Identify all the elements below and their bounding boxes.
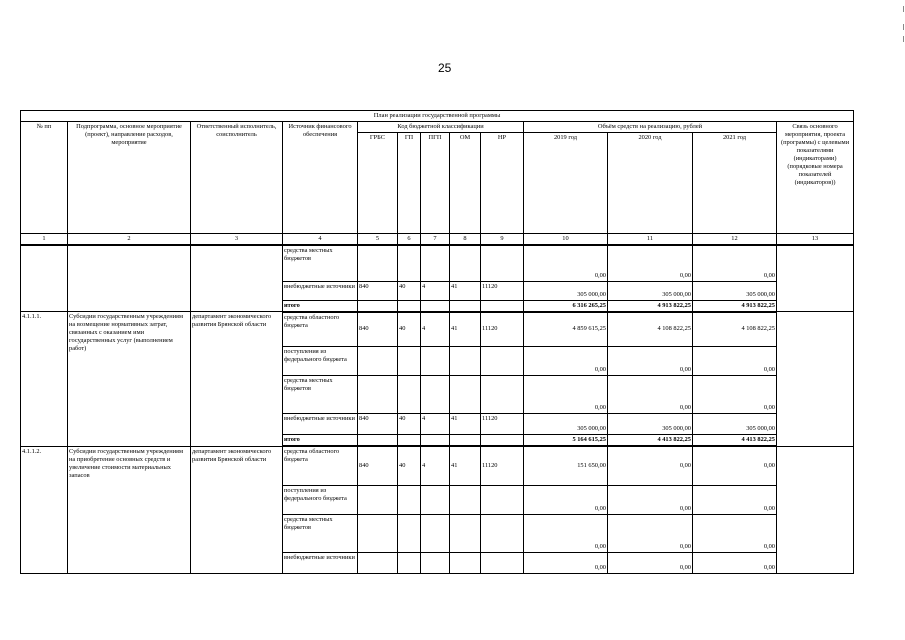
- page-edge-mark: [903, 6, 904, 12]
- total-2019: 5 164 615,25: [524, 435, 608, 447]
- source-cell: внебюджетные источники: [283, 552, 358, 573]
- index-cell: 2: [68, 234, 191, 246]
- grbs-cell: 840: [358, 281, 398, 300]
- value-2019: 0,00: [524, 347, 608, 376]
- pgp-cell: 4: [421, 312, 450, 347]
- om-cell: 41: [450, 446, 481, 485]
- value-2021: 0,00: [693, 514, 777, 552]
- value-2020: 305 000,00: [608, 414, 693, 435]
- header-nr: НР: [481, 133, 524, 234]
- header-program: Подпрограмма, основное мероприятие (проект), направление расходов, мероприятие: [68, 122, 191, 234]
- program-cell: Субсидии государственным учреждениям на приобретение основных средств и увеличение стоимости материальных запасов: [68, 446, 191, 573]
- executor-cell: департамент экономического развития Брянской области: [191, 312, 283, 447]
- value-2020: 0,00: [608, 446, 693, 485]
- source-cell: внебюджетные источники: [283, 281, 358, 300]
- nr-cell: 11120: [481, 281, 524, 300]
- value-2019: 0,00: [524, 376, 608, 414]
- total-2021: 4 413 822,25: [693, 435, 777, 447]
- header-pgp: ПГП: [421, 133, 450, 234]
- gp-cell: 40: [398, 281, 421, 300]
- value-2019: 0,00: [524, 552, 608, 573]
- index-cell: 13: [777, 234, 854, 246]
- value-2021: 0,00: [693, 376, 777, 414]
- value-2021: 305 000,00: [693, 414, 777, 435]
- gp-cell: 40: [398, 414, 421, 435]
- header-om: ОМ: [450, 133, 481, 234]
- header-2020: 2020 год: [608, 133, 693, 234]
- program-cell: Субсидии государственным учреждениям на возмещение нормативных затрат, связанных с оказанием ими государственных услуг (выполнением работ): [68, 312, 191, 447]
- header-executor: Ответственный исполнитель, соисполнитель: [191, 122, 283, 234]
- table-title: План реализации государственной программы: [21, 111, 854, 122]
- page-edge-mark: [903, 24, 904, 30]
- index-cell: 4: [283, 234, 358, 246]
- value-2020: 0,00: [608, 245, 693, 281]
- gp-cell: 40: [398, 312, 421, 347]
- index-cell: 10: [524, 234, 608, 246]
- index-cell: 8: [450, 234, 481, 246]
- om-cell: 41: [450, 281, 481, 300]
- total-2020: 4 913 822,25: [608, 300, 693, 312]
- executor-cell: [191, 245, 283, 312]
- source-cell: средства областного бюджета: [283, 312, 358, 347]
- value-2019: 4 859 615,25: [524, 312, 608, 347]
- program-cell: [68, 245, 191, 312]
- value-2021: 0,00: [693, 552, 777, 573]
- source-cell: средства местных бюджетов: [283, 376, 358, 414]
- value-2021: 0,00: [693, 446, 777, 485]
- source-cell: средства местных бюджетов: [283, 514, 358, 552]
- program-plan-table: [20, 110, 854, 574]
- total-2019: 6 316 265,25: [524, 300, 608, 312]
- num-cell: [21, 245, 68, 312]
- table-row: [21, 312, 854, 347]
- header-2019: 2019 год: [524, 133, 608, 234]
- value-2020: 0,00: [608, 376, 693, 414]
- pgp-cell: 4: [421, 414, 450, 435]
- value-2021: 0,00: [693, 347, 777, 376]
- index-cell: 5: [358, 234, 398, 246]
- table-row: [21, 446, 854, 485]
- value-2021: 305 000,00: [693, 281, 777, 300]
- value-2020: 0,00: [608, 347, 693, 376]
- total-label: итого: [283, 300, 358, 312]
- header-kbk: Код бюджетной классификации: [358, 122, 524, 133]
- om-cell: 41: [450, 312, 481, 347]
- header-num: № пп: [21, 122, 68, 234]
- header-gp: ГП: [398, 133, 421, 234]
- total-2021: 4 913 822,25: [693, 300, 777, 312]
- value-2021: 0,00: [693, 245, 777, 281]
- header-source: Источник финансового обеспечения: [283, 122, 358, 234]
- value-2019: 305 000,00: [524, 281, 608, 300]
- executor-cell: департамент экономического развития Брянской области: [191, 446, 283, 573]
- source-cell: внебюджетные источники: [283, 414, 358, 435]
- source-cell: средства местных бюджетов: [283, 245, 358, 281]
- header-grbs: ГРБС: [358, 133, 398, 234]
- num-cell: 4.1.1.1.: [21, 312, 68, 447]
- value-2020: 305 000,00: [608, 281, 693, 300]
- gp-cell: 40: [398, 446, 421, 485]
- value-2021: 4 108 822,25: [693, 312, 777, 347]
- header-2021: 2021 год: [693, 133, 777, 234]
- num-cell: 4.1.1.2.: [21, 446, 68, 573]
- value-2021: 0,00: [693, 485, 777, 514]
- index-cell: 9: [481, 234, 524, 246]
- index-cell: 6: [398, 234, 421, 246]
- value-2019: 305 000,00: [524, 414, 608, 435]
- value-2019: 0,00: [524, 514, 608, 552]
- header-volume: Объём средств на реализацию, рублей: [524, 122, 777, 133]
- value-2020: 0,00: [608, 552, 693, 573]
- om-cell: 41: [450, 414, 481, 435]
- source-cell: поступления из федерального бюджета: [283, 347, 358, 376]
- page-number: 25: [438, 61, 452, 75]
- pgp-cell: 4: [421, 281, 450, 300]
- nr-cell: 11120: [481, 446, 524, 485]
- value-2020: 4 108 822,25: [608, 312, 693, 347]
- nr-cell: 11120: [481, 414, 524, 435]
- source-cell: средства областного бюджета: [283, 446, 358, 485]
- grbs-cell: 840: [358, 312, 398, 347]
- source-cell: поступления из федерального бюджета: [283, 485, 358, 514]
- page-edge-mark: [903, 36, 904, 42]
- index-cell: 1: [21, 234, 68, 246]
- table-row: [21, 245, 854, 281]
- grbs-cell: 840: [358, 414, 398, 435]
- total-2020: 4 413 822,25: [608, 435, 693, 447]
- total-label: итого: [283, 435, 358, 447]
- index-cell: 3: [191, 234, 283, 246]
- grbs-cell: 840: [358, 446, 398, 485]
- value-2019: 0,00: [524, 245, 608, 281]
- value-2020: 0,00: [608, 485, 693, 514]
- value-2019: 0,00: [524, 485, 608, 514]
- pgp-cell: 4: [421, 446, 450, 485]
- value-2019: 151 650,00: [524, 446, 608, 485]
- nr-cell: 11120: [481, 312, 524, 347]
- index-cell: 11: [608, 234, 693, 246]
- header-link: Связь основного мероприятия, проекта (программы) с целевыми показателями (индикаторами) (порядковые номера показателей (индикаторов)): [777, 122, 854, 234]
- index-cell: 7: [421, 234, 450, 246]
- index-cell: 12: [693, 234, 777, 246]
- value-2020: 0,00: [608, 514, 693, 552]
